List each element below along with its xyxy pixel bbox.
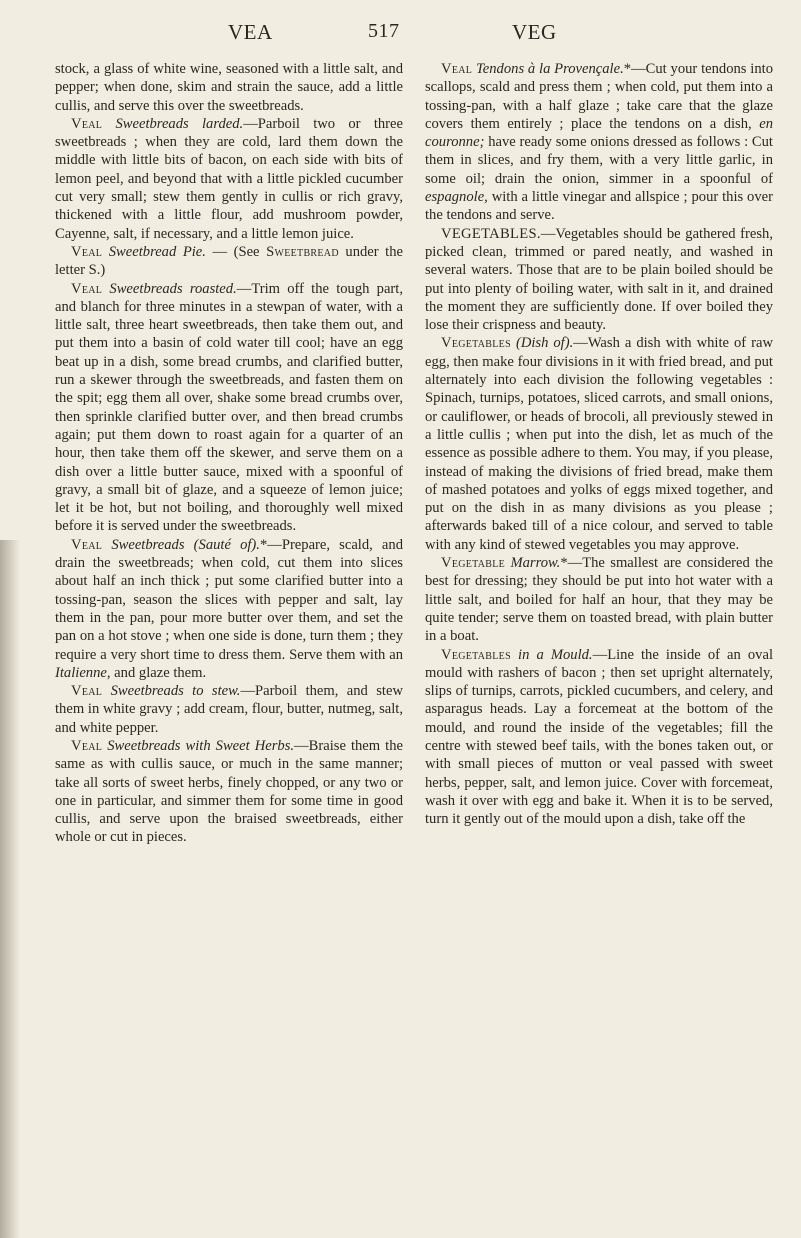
entry-title: Tendons à la Provençale. [476, 61, 624, 77]
recipe-paragraph [425, 60, 773, 225]
entry-text: have ready some onions dressed as follows : Cut them in slices, and fry them, with a very little garlic, in some oil; drain the onion, simmer in a spoonful of [425, 134, 773, 187]
paragraph [55, 60, 403, 115]
entry-title: (Dish of). [515, 335, 574, 352]
entry-title: Sweetbreads to stew. [110, 683, 241, 700]
entry-keyword: Veal [71, 115, 103, 132]
entry-text: —Line the inside of an oval mould with rashers of bacon ; then set upright alternately, slips of turnips, carrots, pickled cucumbers, and celery, and asparagus heads. Lay a forcemeat at the bottom of the mould, and round the inside of the vegetables; fill the centre with stewed beef tails, with the bones taken out, or with small pieces of mutton or veal passed with sweet herbs, pepper, salt, and lemon juice. Cover with forcemeat, wash it over with egg and bake it. When it is to be served, turn it gently out of the mould upon a dish, take off the [425, 646, 774, 828]
entry-title: Sweetbreads roasted. [109, 280, 237, 297]
header-left-guide-word: VEA [228, 20, 273, 44]
entry-text: under the letter S.) [55, 243, 403, 279]
entry-text: —Vegetables should be gathered fresh, picked clean, trimmed or pared neatly, and washed in several waters. Those that are to be plain boiled should be put into plenty of boiling water, with salt in it, and drained the moment they are sufficiently done. If over boiled they lose their crispness and beauty. [425, 225, 773, 334]
recipe-paragraph [55, 536, 403, 682]
entry-italic: espagnole, [425, 189, 488, 206]
recipe-paragraph [55, 115, 403, 243]
entry-title: Sweetbreads with Sweet Herbs. [107, 737, 295, 754]
entry-keyword: Veal [71, 683, 103, 700]
recipe-paragraph [55, 737, 403, 847]
entry-text: with a little vinegar and allspice ; pour this over the tendons and serve. [425, 189, 773, 224]
right-column [425, 60, 773, 828]
entry-text: —Parboil them, and stew them in white gravy ; add cream, flour, butter, nutmeg, salt, and white pepper. [55, 683, 403, 736]
section-heading: VEGETABLES. [441, 225, 541, 242]
recipe-paragraph [425, 646, 773, 829]
recipe-paragraph [425, 225, 773, 335]
entry-title: in a Mould. [518, 646, 593, 663]
entry-italic: en couronne; [425, 115, 773, 151]
entry-text: — (See [205, 243, 267, 260]
running-header [0, 20, 801, 50]
entry-text: and glaze them. [110, 664, 207, 681]
entry-keyword: Veal [71, 737, 103, 754]
entry-text: *—Cut your tendons into scallops, scald and press them ; when cold, put them into a tossing-pan, with a half glaze ; take care that the glaze covers them entirely ; place the tendons on a dish, [425, 61, 773, 132]
recipe-paragraph [55, 682, 403, 737]
recipe-paragraph [55, 243, 403, 280]
recipe-paragraph [425, 334, 773, 554]
entry-text: *—The smallest are considered the best for dressing; they should be put into hot water with a little salt, and boiled for half an hour, that they may be quite tender; serve them on toasted bread, with plain butter in a boat. [425, 555, 773, 645]
entry-keyword: Vegetables [441, 335, 511, 352]
header-right-guide-word: VEG [512, 20, 557, 44]
page-number: 517 [368, 20, 400, 42]
binding-shadow [0, 540, 20, 1238]
entry-text: —Trim off the tough part, and blanch for three minutes in a stewpan of water, with a little salt, three heart sweetbreads, then take them out, and put them into a basin of cold water till cool; have an egg beat up in a dish, some bread crumbs, and clarified butter, run a skewer through the sweetbreads, and fasten them on the spit; egg them all over, shake some bread crumbs over, then sprinkle clarified butter over, and then bread crumbs again; put them down to roast again for a quarter of an hour, then take them off the skewer, and serve them on a dish over a little butter sauce, mixed with a spoonful of gravy, a small bit of glaze, and a squeeze of lemon juice; let it be hot, but not boiling, and thoroughly well mixed before it is served under the sweetbreads. [55, 280, 403, 535]
entry-text: —Braise them the same as with cullis sauce, or much in the same manner; take all sorts of sweet herbs, finely chopped, or any two or one in particular, and simmer them for some time in good cullis, and serve upon the braised sweetbreads, either whole or cut in pieces. [55, 737, 403, 846]
entry-keyword: Vegetable [441, 555, 506, 572]
entry-text: —Parboil two or three sweetbreads ; when they are cold, lard them down the middle with little bits of bacon, on each side with bits of lemon peel, and beyond that with a little pickled cucumber cut very small; stew them gently in cullis or rich gravy, thickened with a little flour, add mushroom powder, Cayenne, salt, if necessary, and a little lemon juice. [55, 115, 403, 242]
entry-title: Sweetbreads larded. [115, 115, 244, 132]
entry-keyword: Veal [71, 280, 103, 297]
cross-reference: Sweetbread [266, 243, 339, 260]
entry-keyword: Vegetables [441, 646, 511, 663]
entry-title: Sweetbreads (Sauté of). [111, 536, 260, 553]
entry-keyword: Veal [441, 61, 473, 77]
entry-keyword: Veal [71, 243, 103, 260]
entry-title: Marrow. [510, 555, 561, 572]
entry-text: *—Prepare, scald, and drain the sweetbreads; when cold, cut them into slices about half an inch thick ; put some clarified butter into a tossing-pan, season the slices with pepper and salt, lay them in the pan, pour more butter over them, and set the pan on a hot stove ; when one side is done, turn them ; they require a very short time to dress them. Serve them with an [55, 536, 403, 663]
entry-keyword: Veal [71, 536, 103, 553]
entry-italic: Italienne, [55, 664, 111, 681]
recipe-paragraph [55, 280, 403, 536]
paragraph-text: stock, a glass of white wine, seasoned with a little salt, and pepper; when done, skim and strain the sauce, add a little cullis, and serve this over the sweetbreads. [55, 61, 403, 114]
entry-title: Sweetbread Pie. [108, 243, 206, 260]
left-column [55, 60, 403, 847]
entry-text: —Wash a dish with white of raw egg, then make four divisions in it with fried bread, and put alternately into each division the following vegetables : Spinach, turnips, potatoes, sliced carrots, and small onions, or cauliflower, or heads of brocoli, all previously stewed in a little cullis ; when put into the dish, let as much of the essence as possible adhere to them. You may, if you please, instead of making the divisions of fried bread, make them of mashed potatoes and yolks of eggs mixed together, and put on the dish in as many divisions as you please ; afterwards baked till of a nice colour, and served to table with any kind of stewed vegetables you may approve. [425, 335, 773, 553]
recipe-paragraph [425, 554, 773, 645]
